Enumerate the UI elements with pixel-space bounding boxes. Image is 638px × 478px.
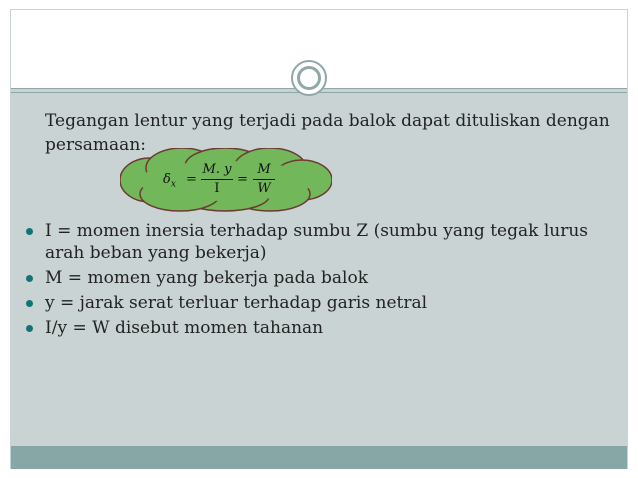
bullet-line: I/y = W disebut momen tahanan bbox=[45, 318, 324, 338]
bullet-icon bbox=[26, 275, 33, 282]
formula-equals-2: = bbox=[237, 172, 248, 187]
bullet-list bbox=[22, 220, 612, 342]
bullet-icon bbox=[26, 325, 33, 332]
bullet-line: M = momen yang bekerja pada balok bbox=[45, 268, 368, 288]
fraction-2-bar bbox=[253, 179, 275, 180]
bullet-line: y = jarak serat terluar terhadap garis netral bbox=[45, 293, 428, 313]
fraction-2-numerator: M bbox=[257, 162, 271, 177]
fraction-1-denominator: I bbox=[214, 181, 220, 196]
bullet-line: arah beban yang bekerja) bbox=[45, 243, 267, 263]
bullet-line: I = momen inersia terhadap sumbu Z (sumbu yang tegak lurus bbox=[45, 221, 589, 241]
footer-bar bbox=[11, 446, 627, 469]
formula-equals-1: = bbox=[186, 172, 197, 187]
fraction-1-bar bbox=[201, 179, 233, 180]
fraction-1 bbox=[201, 162, 233, 197]
bullet-item bbox=[22, 317, 612, 339]
ring-inner bbox=[297, 66, 321, 90]
ring-ornament-icon bbox=[291, 60, 327, 96]
formula-lhs: $\delta_x$ bbox=[163, 172, 176, 190]
fraction-1-numerator: M. y bbox=[202, 162, 232, 177]
bullet-icon bbox=[26, 228, 33, 235]
fraction-2 bbox=[253, 162, 275, 197]
bullet-item bbox=[22, 267, 612, 289]
bullet-icon bbox=[26, 300, 33, 307]
intro-line-1: Tegangan lentur yang terjadi pada balok dapat dituliskan dengan bbox=[45, 111, 610, 131]
formula bbox=[163, 160, 293, 200]
fraction-2-denominator: W bbox=[257, 181, 271, 196]
intro-line-2: persamaan: bbox=[45, 135, 146, 155]
bullet-item bbox=[22, 292, 612, 314]
bullet-item bbox=[22, 220, 612, 264]
